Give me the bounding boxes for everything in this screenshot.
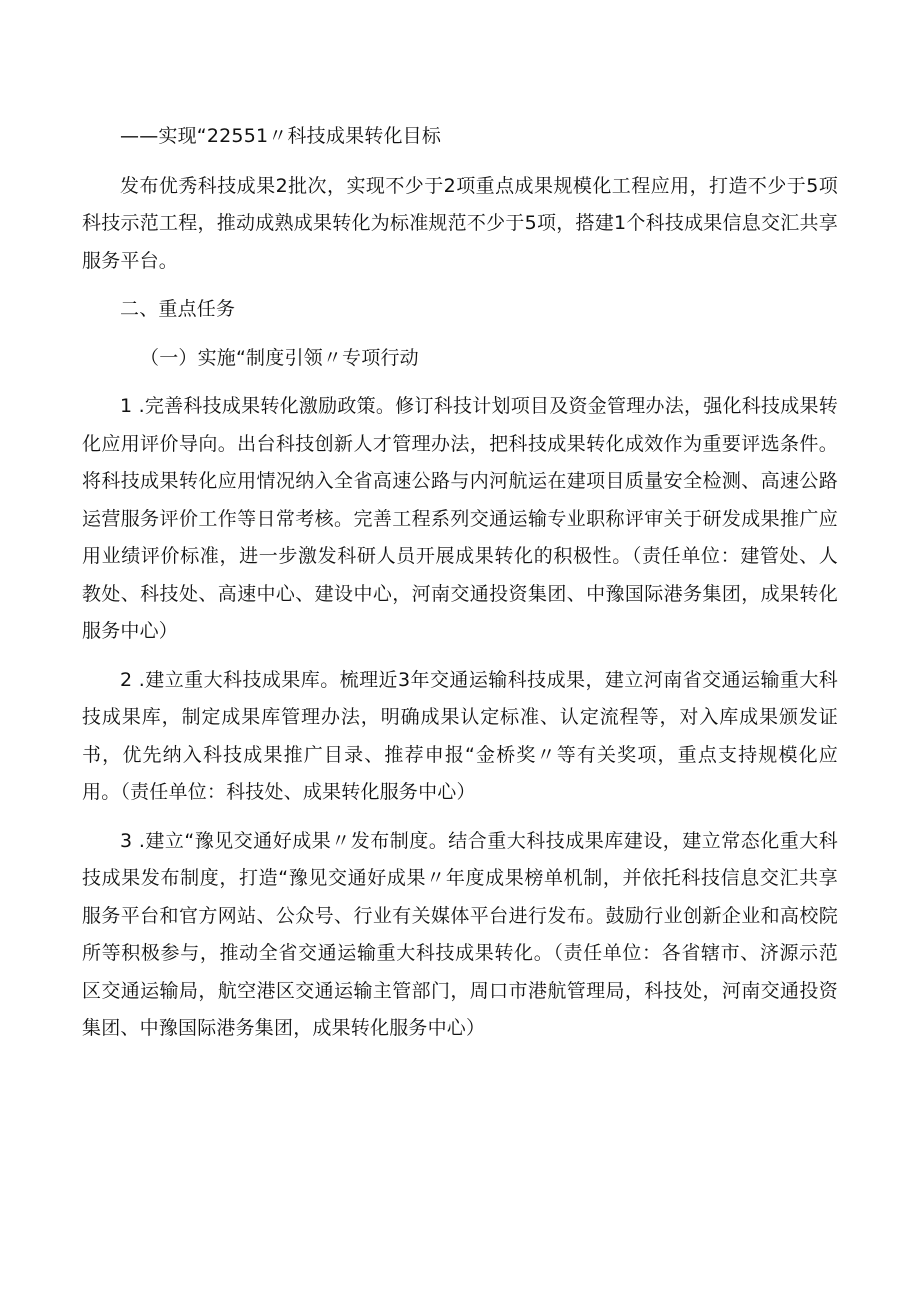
task-item-1: 1 .完善科技成果转化激励政策。修订科技计划项目及资金管理办法，强化科技成果转化应用评价导向。出台科技创新人才管理办法，把科技成果转化成效作为重要评选条件。将科技成果转化应用情况纳入全省高速公路与内河航运在建项目质量安全检测、高速公路运营服务评价工作等日常考核。完善工程系列交通运输专业职称评审关于研发成果推广应用业绩评价标准，进一步激发科研人员开展成果转化的积极性。（责任单位：建管处、人教处、科技处、高速中心、建设中心，河南交通投资集团、中豫国际港务集团，成果转化服务中心） [82,395,838,642]
subsection-heading: （一）实施“制度引领〃专项行动 [140,346,419,369]
document-page [82,118,838,1048]
task-item-3: 3 .建立“豫见交通好成果〃发布制度。结合重大科技成果库建设，建立常态化重大科技成果发布制度，打造“豫见交通好成果〃年度成果榜单机制，并依托科技信息交汇共享服务平台和官方网站、公众号、行业有关媒体平台进行发布。鼓励行业创新企业和高校院所等积极参与，推动全省交通运输重大科技成果转化。（责任单位：各省辖市、济源示范区交通运输局，航空港区交通运输主管部门，周口市港航管理局，科技处，河南交通投资集团、中豫国际港务集团，成果转化服务中心） [82,829,838,1039]
goal-body: 发布优秀科技成果2批次，实现不少于2项重点成果规模化工程应用，打造不少于5项科技示范工程，推动成熟成果转化为标准规范不少于5项，搭建1个科技成果信息交汇共享服务平台。 [82,174,838,272]
section-heading: 二、重点任务 [120,298,236,320]
task-item-2: 2 .建立重大科技成果库。梳理近3年交通运输科技成果，建立河南省交通运输重大科技成果库，制定成果库管理办法，明确成果认定标准、认定流程等，对入库成果颁发证书，优先纳入科技成果推广目录、推荐申报“金桥奖〃等有关奖项，重点支持规模化应用。（责任单位：科技处、成果转化服务中心） [82,668,838,803]
goal-heading: ——实现“22551〃科技成果转化目标 [120,125,442,147]
